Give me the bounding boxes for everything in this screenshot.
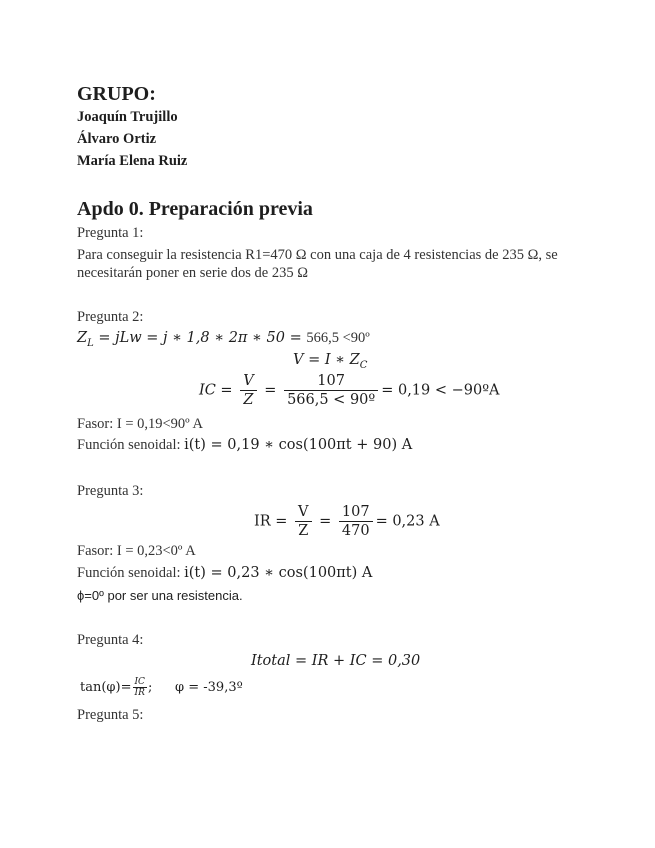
section-title: Apdo 0. Preparación previa [77, 198, 313, 220]
tan-lhs: tan(φ)= [80, 680, 132, 695]
equation-zl [77, 330, 370, 347]
question-label: Pregunta 1: [77, 225, 144, 241]
fasor-line: Fasor: I = 0,23<0º A [77, 543, 196, 559]
equation-ir: IR = $\frac{V}{Z}$ = $\frac{107}{470}$ = 0,23 A [254, 504, 440, 539]
paragraph-line: necesitarán poner en serie dos de 235 Ω [77, 265, 309, 281]
fasor-line: Fasor: I = 0,19<90º A [77, 416, 203, 432]
ir-lhs: IR = [254, 513, 293, 530]
member-name: Álvaro Ortiz [77, 131, 157, 147]
zl-subscript: L [87, 338, 94, 349]
member-name: Joaquín Trujillo [77, 109, 178, 125]
fraction-denominator: 470 [339, 521, 373, 540]
equation-v [293, 352, 368, 371]
ir-fraction-vz [295, 503, 311, 540]
fraction-denominator: Z [240, 390, 256, 409]
fraction-numerator: 107 [317, 373, 345, 389]
ir-fraction-values [339, 503, 373, 540]
function-expression: i(t) = 0,19 ∗ cos(100πt + 90) A [184, 437, 413, 453]
question-label: Pregunta 4: [77, 632, 144, 648]
fraction-numerator: V [243, 373, 254, 389]
ic-fraction-values [284, 372, 378, 409]
v-expression: V = I ∗ Z [293, 352, 360, 368]
function-label: Función senoidal: [77, 437, 185, 453]
ic-lhs: IC = [199, 382, 238, 399]
question-label: Pregunta 2: [77, 309, 144, 325]
equation-ic: IC = $\frac{V}{Z}$ = $\frac{107}{\text{566,5 < 90º}}$ = 0,19 < −90ºA [199, 373, 500, 408]
function-line [77, 437, 412, 454]
ic-fraction-vz [240, 372, 256, 409]
member-name: María Elena Ruiz [77, 153, 188, 169]
paragraph-line: Para conseguir la resistencia R1=470 Ω con una caja de 4 resistencias de 235 Ω, se [77, 247, 558, 263]
phi-value: φ = -39,3º [175, 680, 243, 695]
fraction-numerator: 107 [341, 504, 370, 520]
fraction-denominator: 566,5 < 90º [284, 390, 378, 409]
ir-result: = 0,23 A [375, 513, 440, 530]
tan-separator: ; [147, 680, 153, 695]
function-line [77, 565, 372, 582]
equation-itotal: Itotal = IR + IC = 0,30 [251, 653, 421, 669]
zl-symbol: Z [77, 330, 88, 346]
v-subscript: C [359, 360, 368, 371]
fraction-denominator: Z [295, 521, 311, 540]
zl-value: 566,5 <90º [306, 330, 370, 346]
question-label: Pregunta 3: [77, 483, 144, 499]
fraction-numerator: IC [134, 677, 145, 687]
function-label: Función senoidal: [77, 565, 185, 581]
equation-tan [80, 677, 152, 698]
phase-note: ϕ=0º por ser una resistencia. [77, 588, 243, 603]
fraction-denominator: IR [133, 687, 147, 698]
ic-result: = 0,19 < −90ºA [381, 382, 500, 399]
zl-expression: = jLw = j ∗ 1,8 ∗ 2π ∗ 50 = [93, 330, 307, 346]
fraction-numerator: V [298, 504, 309, 520]
tan-fraction [133, 677, 147, 698]
function-expression: i(t) = 0,23 ∗ cos(100πt) A [184, 565, 373, 581]
group-title: GRUPO: [77, 83, 156, 105]
question-label: Pregunta 5: [77, 707, 144, 723]
